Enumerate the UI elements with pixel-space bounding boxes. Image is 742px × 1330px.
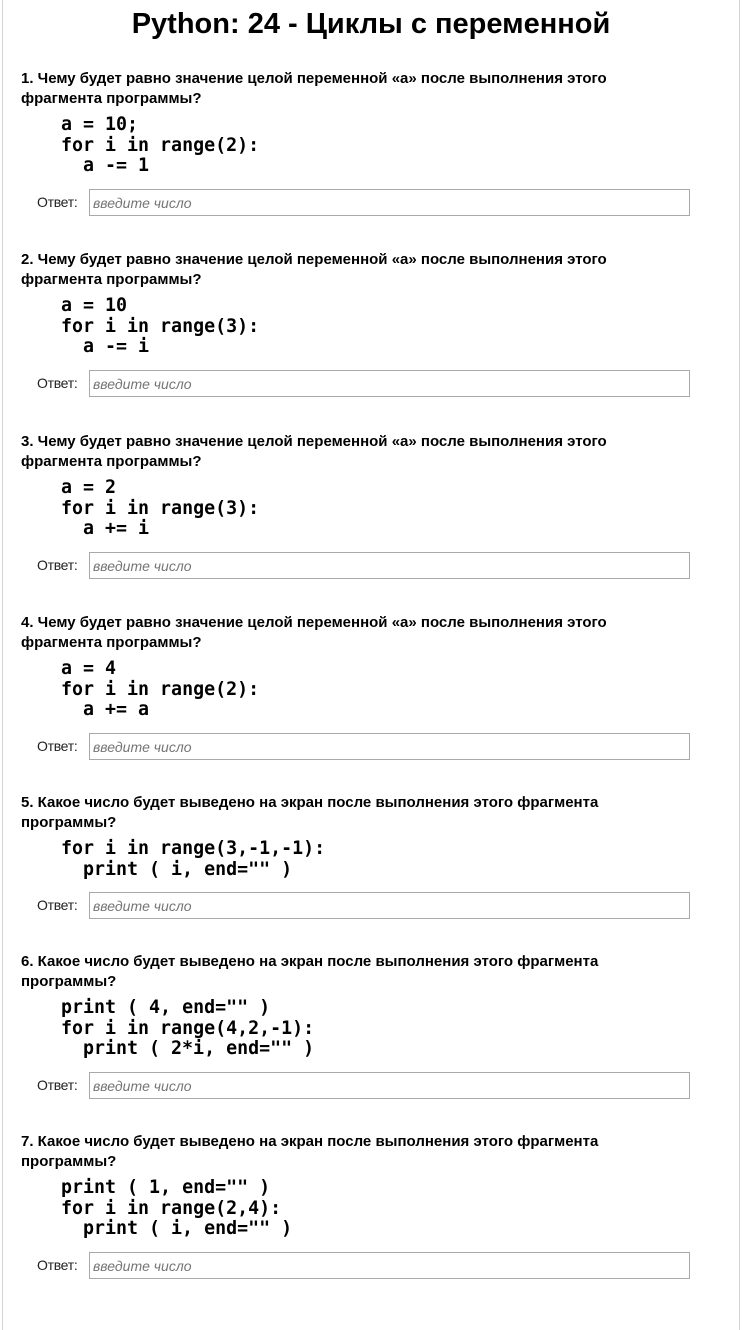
answer-label: Ответ: [37, 897, 78, 913]
question-text: 6. Какое число будет выведено на экран после выполнения этого фрагмента программы? [21, 953, 599, 990]
page-title: Python: 24 - Циклы с переменной [131, 8, 611, 40]
code-line: print ( i, end="" ) [83, 858, 293, 880]
code-line: a = 10 [61, 295, 128, 316]
answer-input-4[interactable] [89, 733, 690, 760]
answer-input-5[interactable] [89, 892, 690, 919]
answer-row [0, 733, 742, 760]
question-text: 2. Чему будет равно значение целой переменной «a» после выполнения этого фрагмента программы? [21, 251, 607, 288]
code-block [61, 839, 325, 880]
code-line: a -= 1 [83, 155, 150, 176]
answer-row [0, 189, 742, 216]
code-line: a = 4 [61, 658, 117, 679]
code-line: for i in range(3,-1,-1): [61, 838, 326, 859]
code-line: for i in range(2): [61, 678, 260, 700]
answer-label: Ответ: [37, 375, 78, 391]
question-text: 5. Какое число будет выведено на экран после выполнения этого фрагмента программы? [21, 794, 599, 831]
code-line: a = 10; [61, 114, 139, 135]
question-text: 7. Какое число будет выведено на экран после выполнения этого фрагмента программы? [21, 1133, 599, 1170]
code-block [61, 478, 259, 540]
answer-input-3[interactable] [89, 552, 690, 579]
code-block [61, 115, 259, 177]
answer-input-2[interactable] [89, 370, 690, 397]
question-text: 1. Чему будет равно значение целой переменной «a» после выполнения этого фрагмента программы? [21, 70, 607, 107]
answer-input-7[interactable] [89, 1252, 690, 1279]
code-line: print ( i, end="" ) [83, 1218, 293, 1239]
answer-row [0, 892, 742, 919]
code-line: print ( 4, end="" ) [61, 997, 271, 1018]
code-line: a -= i [83, 336, 150, 357]
answer-row [0, 1072, 742, 1099]
code-line: a += i [83, 518, 150, 539]
code-block [61, 998, 314, 1060]
answer-row [0, 370, 742, 397]
answer-row [0, 552, 742, 579]
code-block [61, 659, 259, 721]
answer-input-6[interactable] [89, 1072, 690, 1099]
code-line: for i in range(2): [61, 134, 260, 156]
code-block [61, 1178, 292, 1240]
answer-label: Ответ: [37, 1077, 78, 1093]
code-block [61, 296, 259, 358]
question-text: 3. Чему будет равно значение целой переменной «a» после выполнения этого фрагмента программы? [21, 433, 607, 470]
code-line: for i in range(3): [61, 497, 260, 519]
answer-label: Ответ: [37, 194, 78, 210]
code-line: a = 2 [61, 477, 117, 498]
code-line: print ( 1, end="" ) [61, 1177, 271, 1198]
code-line: a += a [83, 699, 150, 720]
answer-label: Ответ: [37, 1257, 78, 1273]
question-text: 4. Чему будет равно значение целой переменной «a» после выполнения этого фрагмента программы? [21, 614, 607, 651]
code-line: for i in range(2,4): [61, 1197, 282, 1219]
answer-row [0, 1252, 742, 1279]
answer-label: Ответ: [37, 738, 78, 754]
code-line: for i in range(3): [61, 315, 260, 337]
answer-label: Ответ: [37, 557, 78, 573]
answer-input-1[interactable] [89, 189, 690, 216]
code-line: for i in range(4,2,-1): [61, 1017, 315, 1039]
code-line: print ( 2*i, end="" ) [83, 1038, 315, 1059]
